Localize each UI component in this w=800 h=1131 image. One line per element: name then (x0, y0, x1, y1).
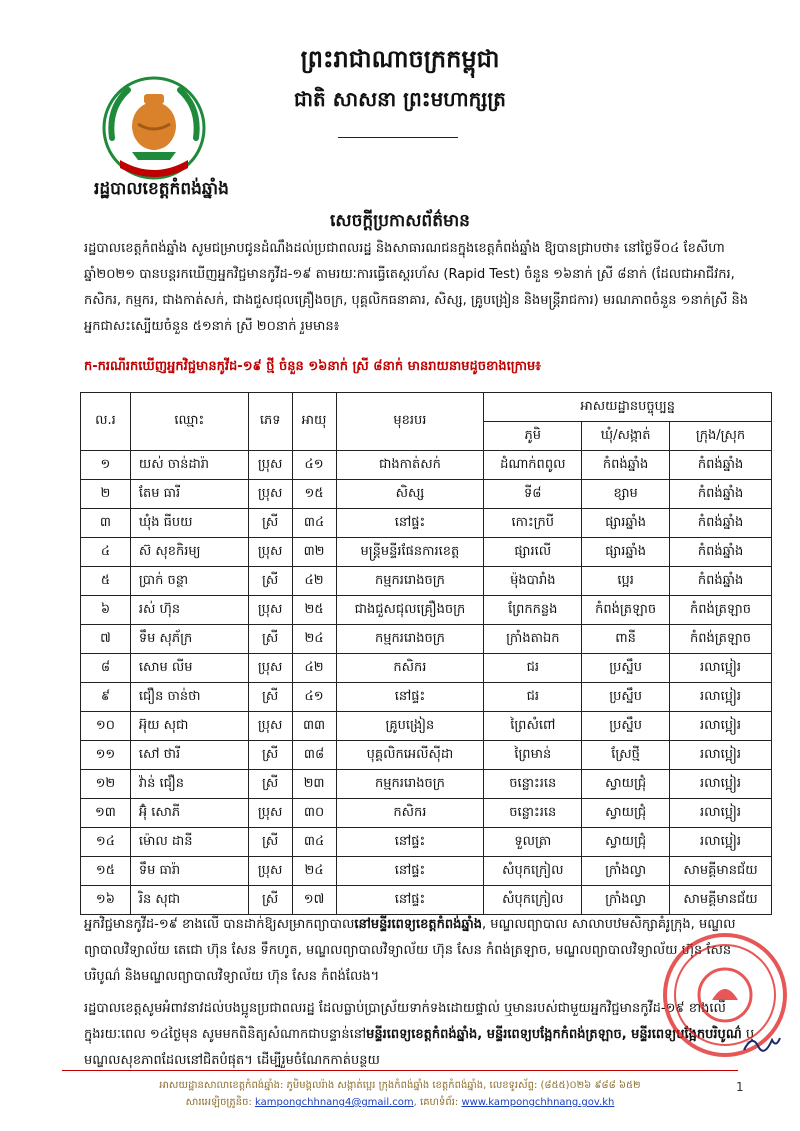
cell-occupation: គ្រូបង្រៀន (336, 712, 484, 741)
cell-sex: ស្រី (248, 625, 292, 654)
header-sex: ភេទ (248, 393, 292, 451)
cell-age: ៣៤ (292, 509, 336, 538)
cell-occupation: កម្មកររោងចក្រ (336, 625, 484, 654)
provincial-administration-name: រដ្ឋបាលខេត្តកំពង់ឆ្នាំង (94, 179, 229, 199)
cell-age: ៣៤ (292, 828, 336, 857)
table-row (81, 886, 772, 915)
cell-village: សំបុកក្រៀល (484, 857, 582, 886)
page-number: 1 (736, 1080, 744, 1094)
signature-mark (742, 1032, 782, 1056)
cell-occupation: មន្ត្រីមន្ទីរផែនការខេត្ត (336, 538, 484, 567)
appeal-text-c: ឬមណ្ឌលសុខភាពដែលនៅជិតបំផុត។ ដើម្បីរួមចំណែកកាត់បន្ថយ (84, 1027, 755, 1068)
cell-village: ព្រៃសំពៅ (484, 712, 582, 741)
cell-occupation: កសិករ (336, 654, 484, 683)
cell-village: កោះក្របី (484, 509, 582, 538)
cell-occupation: កសិករ (336, 799, 484, 828)
cell-district: កំពង់ត្រឡាច (670, 596, 772, 625)
header-commune: ឃុំ/សង្កាត់ (582, 422, 670, 451)
cell-name: រស់ ហ៊ុន (130, 596, 248, 625)
cell-district: សាមគ្គីមានជ័យ (670, 857, 772, 886)
cell-commune: ខ្សាម (582, 480, 670, 509)
treatment-text-a: អ្នកវិជ្ជមានកូវីដ-១៩ ខាងលើ បានដាក់ឱ្យសម្រាកព្យាបាល (84, 917, 355, 932)
cell-village: ព្រៃមាន់ (484, 741, 582, 770)
cell-district: កំពង់ឆ្នាំង (670, 538, 772, 567)
table-row (81, 683, 772, 712)
cell-commune: ផ្សារឆ្នាំង (582, 509, 670, 538)
notice-title: សេចក្តីប្រកាសព័ត៌មាន (330, 211, 470, 231)
cell-district: សាមគ្គីមានជ័យ (670, 886, 772, 915)
cell-commune: ប្រស្នឹប (582, 683, 670, 712)
footer-email-link[interactable]: kampongchhnang4@gmail.com (255, 1097, 414, 1108)
cell-age: ២៤ (292, 857, 336, 886)
treatment-text-b: នៅមន្ទីរពេទ្យខេត្តកំពង់ឆ្នាំង (354, 917, 483, 932)
kingdom-title: ព្រះរាជាណាចក្រកម្ពុជា (300, 45, 500, 73)
cell-name: ប្រាក់ ចន្ថា (130, 567, 248, 596)
cell-no: ១៤ (81, 828, 131, 857)
cell-commune: ក្រាំងល្វា (582, 886, 670, 915)
cell-no: ១៣ (81, 799, 131, 828)
cell-name: អ៊ុយ សុជា (130, 712, 248, 741)
cell-no: ៥ (81, 567, 131, 596)
header-name: ឈ្មោះ (130, 393, 248, 451)
cell-name: អ៊ុំ សោភី (130, 799, 248, 828)
table-row (81, 596, 772, 625)
cell-district: កំពង់ឆ្នាំង (670, 480, 772, 509)
cell-no: ១៥ (81, 857, 131, 886)
cell-name: ជឿន ចាន់ថា (130, 683, 248, 712)
cell-district: កំពង់ឆ្នាំង (670, 567, 772, 596)
cell-village: ក្រាំងតាឯក (484, 625, 582, 654)
cell-district: កំពង់ឆ្នាំង (670, 451, 772, 480)
cell-no: ៦ (81, 596, 131, 625)
cell-commune: ប្រស្នឹប (582, 712, 670, 741)
cell-occupation: នៅផ្ទះ (336, 857, 484, 886)
header-district: ក្រុង/ស្រុក (670, 422, 772, 451)
cell-no: ១៦ (81, 886, 131, 915)
cell-commune: ក្រាំងល្វា (582, 857, 670, 886)
cell-name: ម៉ោល ដានី (130, 828, 248, 857)
notice-intro-paragraph: រដ្ឋបាលខេត្តកំពង់ឆ្នាំង សូមជម្រាបជូនដំណឹងដល់ប្រជាពលរដ្ឋ និងសាធារណជនក្នុងខេត្តកំពង់ឆ្នាំង ឱ្យបានជ្រាបថា៖ នៅថ្ងៃទី០៤ ខែសីហា ឆ្នាំ២០២១ បានបន្តរកឃើញអ្នកវិជ្ជមានកូវីដ-១៩ តាមរយៈការធ្វើតេស្តរហ័ស (Rapid Test) ចំនួន ១៦នាក់ ស្រី ៨នាក់ (ដែលជាអាជីវករ, កសិករ, កម្មករ, ជាងកាត់សក់, ជាងជួសជុលគ្រឿងចក្រ, បុគ្គលិកធនាគារ, សិស្ស, គ្រូបង្រៀន និងមន្ត្រីរាជការ) មរណភាពចំនួន ១នាក់ស្រី និងអ្នកជាសះស្បើយចំនួន ៥១នាក់ ស្រី ២០នាក់ រួមមាន៖ (84, 241, 748, 334)
cell-village: ទួលត្រា (484, 828, 582, 857)
cell-age: ៣៨ (292, 741, 336, 770)
cell-age: ៤១ (292, 683, 336, 712)
table-row (81, 741, 772, 770)
cell-sex: ប្រុស (248, 654, 292, 683)
cell-village: ចន្លោះរនេ (484, 770, 582, 799)
cell-name: ទឹម ធារ៉ា (130, 857, 248, 886)
footer-divider (62, 1070, 738, 1071)
cell-name: យស់ ចាន់ដារ៉ា (130, 451, 248, 480)
cell-district: រលាប្អៀរ (670, 799, 772, 828)
cell-sex: ប្រុស (248, 538, 292, 567)
case-rows (81, 451, 772, 915)
cell-age: ៣២ (292, 538, 336, 567)
cell-occupation: បុគ្គលិកអេលីស៊ីដា (336, 741, 484, 770)
cell-village: ដំណាក់ពពូល (484, 451, 582, 480)
cell-village: ទី៨ (484, 480, 582, 509)
header-occupation: មុខរបរ (336, 393, 484, 451)
cell-commune: ស្វាយជ្រុំ (582, 799, 670, 828)
header-address: អាសយដ្ឋានបច្ចុប្បន្ន (484, 393, 772, 422)
cell-district: រលាប្អៀរ (670, 654, 772, 683)
cell-name: ទឹម សុភ័ក្រ (130, 625, 248, 654)
cell-no: ៤ (81, 538, 131, 567)
cell-no: ១២ (81, 770, 131, 799)
cell-no: ៣ (81, 509, 131, 538)
cell-sex: ប្រុស (248, 451, 292, 480)
cell-sex: ប្រុស (248, 596, 292, 625)
cell-occupation: កម្មកររោងចក្រ (336, 770, 484, 799)
cell-occupation: នៅផ្ទះ (336, 886, 484, 915)
table-row (81, 857, 772, 886)
footer-contact (0, 1095, 800, 1110)
cell-sex: ស្រី (248, 828, 292, 857)
cell-age: ៤២ (292, 567, 336, 596)
cell-name: សៅ ថារី (130, 741, 248, 770)
cell-name: តែម ធារី (130, 480, 248, 509)
table-row (81, 538, 772, 567)
cell-village: សំបុកក្រៀល (484, 886, 582, 915)
cell-age: ៣០ (292, 799, 336, 828)
cell-commune: កំពង់ឆ្នាំង (582, 451, 670, 480)
cell-sex: ស្រី (248, 770, 292, 799)
province-emblem-logo (98, 68, 210, 186)
national-motto: ជាតិ សាសនា ព្រះមហាក្សត្រ (294, 87, 506, 111)
cell-age: ១៧ (292, 886, 336, 915)
cell-district: រលាប្អៀរ (670, 741, 772, 770)
cell-occupation: កម្មកររោងចក្រ (336, 567, 484, 596)
cell-commune: ប្រស្នឹប (582, 654, 670, 683)
table-row (81, 828, 772, 857)
cell-no: ៩ (81, 683, 131, 712)
appeal-text-b: មន្ទីរពេទ្យខេត្តកំពង់ឆ្នាំង, មន្ទីរពេទ្យបង្អែកកំពង់ត្រឡាច, មន្ទីរពេទ្យបង្អែកបរិបូណ៌ (366, 1027, 742, 1042)
cell-sex: ស្រី (248, 741, 292, 770)
cell-commune: ប្អេរ (582, 567, 670, 596)
header-divider (338, 137, 458, 138)
cell-village: ព្រែកកន្លង (484, 596, 582, 625)
cell-age: ១៥ (292, 480, 336, 509)
cell-commune: ពានី (582, 625, 670, 654)
cell-commune: ស្វាយជ្រុំ (582, 770, 670, 799)
cell-occupation: នៅផ្ទះ (336, 828, 484, 857)
cell-commune: ស្វាយជ្រុំ (582, 828, 670, 857)
cell-no: ៨ (81, 654, 131, 683)
cell-age: ២៣ (292, 770, 336, 799)
table-row (81, 770, 772, 799)
cell-commune: ស្រែថ្មី (582, 741, 670, 770)
cell-village: ជរ (484, 654, 582, 683)
cell-village: ជរ (484, 683, 582, 712)
cell-village: ផ្សារលើ (484, 538, 582, 567)
cell-no: ១ (81, 451, 131, 480)
new-cases-subheading: ក-ករណីរកឃើញអ្នកវិជ្ជមានកូវីដ-១៩ ថ្មី ចំនួន ១៦នាក់ ស្រី ៨នាក់ មានរាយនាមដូចខាងក្រោម៖ (84, 359, 542, 374)
cell-age: ៣៣ (292, 712, 336, 741)
treatment-paragraph (84, 912, 756, 990)
cell-district: រលាប្អៀរ (670, 828, 772, 857)
cell-no: ៧ (81, 625, 131, 654)
cell-sex: ប្រុស (248, 857, 292, 886)
covid-cases-table (80, 392, 772, 915)
cell-occupation: នៅផ្ទះ (336, 509, 484, 538)
appeal-text-a: រដ្ឋបាលខេត្តសូមអំពាវនាវដល់បងប្អូនប្រជាពលរដ្ឋ ដែលធ្លាប់ប្រាស្រ័យទាក់ទងដោយផ្ទាល់ ឬមានរបស់ជាមួយអ្នកវិជ្ជមានកូវីដ-១៩ ខាងលើ ក្នុងរយៈពេល ១៤ថ្ងៃមុន សូមមកពិនិត្យសំណាកជាបន្ទាន់នៅ (84, 1001, 726, 1042)
table-row (81, 509, 772, 538)
header-no: ល.រ (81, 393, 131, 451)
cell-occupation: ជាងជួសជុលគ្រឿងចក្រ (336, 596, 484, 625)
cell-no: ១១ (81, 741, 131, 770)
cell-commune: ផ្សារឆ្នាំង (582, 538, 670, 567)
footer-website-link[interactable]: www.kampongchhnang.gov.kh (461, 1097, 615, 1108)
cell-name: វ៉ាន់ ជឿន (130, 770, 248, 799)
treatment-text-c: , មណ្ឌលព្យាបាល សាលាបឋមសិក្សាគំរូក្រុង, មណ្ឌលព្យាបាលវិទ្យាល័យ តេជោ ហ៊ុន សែន ទឹកហូត, មណ្ឌលព្យាបាលវិទ្យាល័យ ហ៊ុន សែន កំពង់ត្រឡាច, មណ្ឌលព្យាបាលវិទ្យាល័យ ហ៊ុន សែន បរិបូណ៌ និងមណ្ឌលព្យាបាលវិទ្យាល័យ ហ៊ុន សែន កំពង់លែង។ (84, 917, 736, 984)
cell-age: ២៥ (292, 596, 336, 625)
table-row (81, 480, 772, 509)
cell-no: ២ (81, 480, 131, 509)
cell-district: រលាប្អៀរ (670, 683, 772, 712)
header-age: អាយុ (292, 393, 336, 451)
cell-name: សោម លីម (130, 654, 248, 683)
header-village: ភូមិ (484, 422, 582, 451)
cell-village: ម៉ុងបារាំង (484, 567, 582, 596)
cell-district: កំពង់ត្រឡាច (670, 625, 772, 654)
cell-no: ១០ (81, 712, 131, 741)
cell-name: ឃុំង ធីបយ (130, 509, 248, 538)
cell-sex: ស្រី (248, 683, 292, 712)
cell-age: ៤២ (292, 654, 336, 683)
cell-sex: ប្រុស (248, 480, 292, 509)
cell-occupation: នៅផ្ទះ (336, 683, 484, 712)
cell-sex: ស្រី (248, 567, 292, 596)
footer-website-label: , គេហទំព័រ: (413, 1097, 459, 1108)
cell-age: ៤១ (292, 451, 336, 480)
table-row (81, 799, 772, 828)
cell-sex: ស្រី (248, 886, 292, 915)
cell-name: ស៊ សុខកិរម្យ (130, 538, 248, 567)
cell-occupation: សិស្ស (336, 480, 484, 509)
cell-district: រលាប្អៀរ (670, 712, 772, 741)
table-row (81, 712, 772, 741)
cell-sex: ប្រុស (248, 712, 292, 741)
footer-email-label: សារអេឡិចត្រូនិច: (185, 1097, 252, 1108)
cell-age: ២៤ (292, 625, 336, 654)
cell-name: រិន សុជា (130, 886, 248, 915)
cell-occupation: ជាងកាត់សក់ (336, 451, 484, 480)
appeal-paragraph (84, 996, 756, 1074)
table-row (81, 567, 772, 596)
cell-village: ចន្លោះរនេ (484, 799, 582, 828)
cell-sex: ប្រុស (248, 799, 292, 828)
cell-district: រលាប្អៀរ (670, 770, 772, 799)
cell-district: កំពង់ឆ្នាំង (670, 509, 772, 538)
footer-address: អាសយដ្ឋានសាលាខេត្តកំពង់ឆ្នាំង: ភូមិមង្គលរ៉ាង សង្កាត់ប្អេរ ក្រុងកំពង់ឆ្នាំង ខេត្តកំពង់ឆ្នាំង, លេខទូរស័ព្ទ: (៨៥៥)០២៦ ៩៨៨ ៦៥២ (159, 1080, 641, 1091)
table-row (81, 451, 772, 480)
table-row (81, 654, 772, 683)
table-row (81, 625, 772, 654)
cell-commune: កំពង់ត្រឡាច (582, 596, 670, 625)
cell-sex: ស្រី (248, 509, 292, 538)
